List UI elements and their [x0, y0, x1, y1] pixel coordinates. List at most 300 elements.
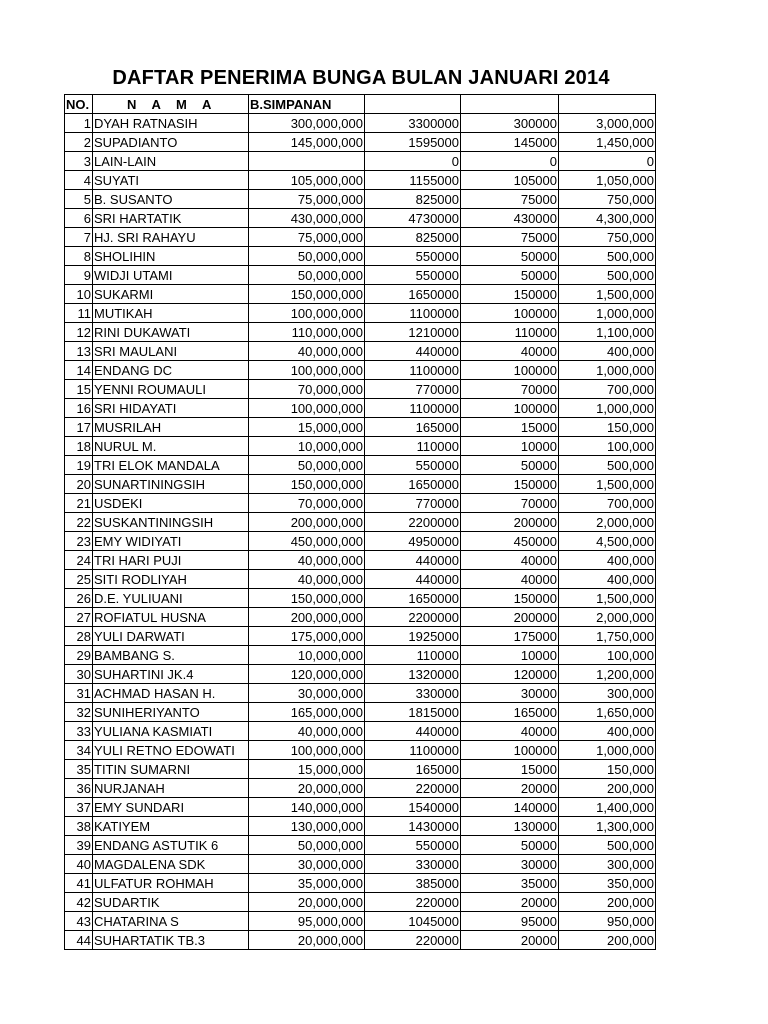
amount-col5: 175000	[461, 627, 559, 646]
header-col6	[559, 95, 656, 114]
amount-col5: 50000	[461, 836, 559, 855]
row-number: 39	[65, 836, 93, 855]
member-name: HJ. SRI RAHAYU	[93, 228, 249, 247]
amount-col5: 110000	[461, 323, 559, 342]
header-simpanan: B.SIMPANAN	[249, 95, 365, 114]
table-row	[65, 836, 656, 855]
table-row	[65, 285, 656, 304]
table-row	[65, 893, 656, 912]
amount-col6: 1,500,000	[559, 589, 656, 608]
amount-col4: 770000	[365, 494, 461, 513]
amount-col4: 1100000	[365, 399, 461, 418]
member-name: SRI HARTATIK	[93, 209, 249, 228]
amount-col5: 130000	[461, 817, 559, 836]
table-row	[65, 703, 656, 722]
amount-col6: 4,500,000	[559, 532, 656, 551]
table-row	[65, 931, 656, 950]
row-number: 4	[65, 171, 93, 190]
amount-col5: 75000	[461, 190, 559, 209]
amount-col6: 1,450,000	[559, 133, 656, 152]
amount-col6: 350,000	[559, 874, 656, 893]
amount-col5: 430000	[461, 209, 559, 228]
table-body	[65, 114, 656, 950]
amount-col5: 165000	[461, 703, 559, 722]
amount-col4: 1430000	[365, 817, 461, 836]
savings-balance: 35,000,000	[249, 874, 365, 893]
table-row	[65, 266, 656, 285]
member-name: TRI ELOK MANDALA	[93, 456, 249, 475]
amount-col6: 500,000	[559, 247, 656, 266]
amount-col4: 2200000	[365, 513, 461, 532]
amount-col6: 100,000	[559, 646, 656, 665]
table-header-row	[65, 95, 656, 114]
amount-col5: 0	[461, 152, 559, 171]
amount-col5: 100000	[461, 741, 559, 760]
row-number: 34	[65, 741, 93, 760]
table-row	[65, 190, 656, 209]
savings-balance: 50,000,000	[249, 836, 365, 855]
row-number: 10	[65, 285, 93, 304]
savings-balance: 20,000,000	[249, 931, 365, 950]
table-row	[65, 551, 656, 570]
member-name: KATIYEM	[93, 817, 249, 836]
amount-col5: 20000	[461, 931, 559, 950]
amount-col4: 330000	[365, 855, 461, 874]
table-row	[65, 589, 656, 608]
amount-col6: 1,000,000	[559, 741, 656, 760]
row-number: 24	[65, 551, 93, 570]
amount-col4: 550000	[365, 836, 461, 855]
amount-col6: 1,000,000	[559, 304, 656, 323]
member-name: RINI DUKAWATI	[93, 323, 249, 342]
amount-col5: 30000	[461, 684, 559, 703]
amount-col5: 15000	[461, 760, 559, 779]
savings-balance: 105,000,000	[249, 171, 365, 190]
table-row	[65, 608, 656, 627]
amount-col5: 100000	[461, 304, 559, 323]
amount-col4: 550000	[365, 266, 461, 285]
amount-col6: 400,000	[559, 722, 656, 741]
row-number: 19	[65, 456, 93, 475]
amount-col6: 1,200,000	[559, 665, 656, 684]
table-row	[65, 114, 656, 133]
table-row	[65, 342, 656, 361]
row-number: 28	[65, 627, 93, 646]
savings-balance: 120,000,000	[249, 665, 365, 684]
amount-col6: 400,000	[559, 342, 656, 361]
row-number: 5	[65, 190, 93, 209]
amount-col5: 20000	[461, 779, 559, 798]
table-row	[65, 570, 656, 589]
amount-col5: 95000	[461, 912, 559, 931]
amount-col4: 770000	[365, 380, 461, 399]
amount-col6: 400,000	[559, 570, 656, 589]
member-name: SUDARTIK	[93, 893, 249, 912]
amount-col5: 100000	[461, 361, 559, 380]
savings-balance: 200,000,000	[249, 608, 365, 627]
row-number: 11	[65, 304, 93, 323]
amount-col4: 1320000	[365, 665, 461, 684]
member-name: LAIN-LAIN	[93, 152, 249, 171]
row-number: 44	[65, 931, 93, 950]
row-number: 6	[65, 209, 93, 228]
amount-col6: 700,000	[559, 380, 656, 399]
table-row	[65, 228, 656, 247]
savings-balance: 300,000,000	[249, 114, 365, 133]
table-row	[65, 817, 656, 836]
amount-col5: 145000	[461, 133, 559, 152]
savings-balance: 100,000,000	[249, 304, 365, 323]
row-number: 37	[65, 798, 93, 817]
savings-balance: 150,000,000	[249, 285, 365, 304]
savings-balance: 15,000,000	[249, 418, 365, 437]
row-number: 20	[65, 475, 93, 494]
amount-col4: 0	[365, 152, 461, 171]
row-number: 22	[65, 513, 93, 532]
savings-balance: 100,000,000	[249, 399, 365, 418]
member-name: ROFIATUL HUSNA	[93, 608, 249, 627]
row-number: 8	[65, 247, 93, 266]
amount-col4: 1650000	[365, 589, 461, 608]
amount-col6: 1,100,000	[559, 323, 656, 342]
amount-col4: 1650000	[365, 285, 461, 304]
table-row	[65, 209, 656, 228]
member-name: SUNIHERIYANTO	[93, 703, 249, 722]
amount-col4: 1100000	[365, 741, 461, 760]
savings-balance: 150,000,000	[249, 589, 365, 608]
row-number: 42	[65, 893, 93, 912]
row-number: 17	[65, 418, 93, 437]
amount-col6: 1,500,000	[559, 285, 656, 304]
row-number: 41	[65, 874, 93, 893]
amount-col5: 450000	[461, 532, 559, 551]
table-row	[65, 133, 656, 152]
savings-balance: 110,000,000	[249, 323, 365, 342]
savings-balance: 165,000,000	[249, 703, 365, 722]
table-row	[65, 323, 656, 342]
row-number: 12	[65, 323, 93, 342]
amount-col4: 3300000	[365, 114, 461, 133]
row-number: 38	[65, 817, 93, 836]
table-row	[65, 798, 656, 817]
table-row	[65, 304, 656, 323]
table-row	[65, 684, 656, 703]
savings-balance: 75,000,000	[249, 190, 365, 209]
savings-balance: 50,000,000	[249, 456, 365, 475]
amount-col4: 1100000	[365, 304, 461, 323]
amount-col6: 200,000	[559, 779, 656, 798]
member-name: DYAH RATNASIH	[93, 114, 249, 133]
savings-balance: 40,000,000	[249, 551, 365, 570]
table-row	[65, 513, 656, 532]
amount-col4: 825000	[365, 228, 461, 247]
member-name: SRI HIDAYATI	[93, 399, 249, 418]
savings-balance: 40,000,000	[249, 342, 365, 361]
table-row	[65, 722, 656, 741]
amount-col4: 1540000	[365, 798, 461, 817]
amount-col6: 1,750,000	[559, 627, 656, 646]
table-row	[65, 779, 656, 798]
savings-balance: 200,000,000	[249, 513, 365, 532]
amount-col6: 500,000	[559, 836, 656, 855]
amount-col6: 300,000	[559, 855, 656, 874]
table-row	[65, 380, 656, 399]
amount-col6: 150,000	[559, 418, 656, 437]
member-name: TITIN SUMARNI	[93, 760, 249, 779]
amount-col5: 75000	[461, 228, 559, 247]
savings-balance: 40,000,000	[249, 722, 365, 741]
member-name: ACHMAD HASAN H.	[93, 684, 249, 703]
table-row	[65, 399, 656, 418]
savings-balance: 30,000,000	[249, 855, 365, 874]
member-name: WIDJI UTAMI	[93, 266, 249, 285]
amount-col5: 40000	[461, 551, 559, 570]
savings-balance: 10,000,000	[249, 437, 365, 456]
amount-col6: 700,000	[559, 494, 656, 513]
savings-balance: 140,000,000	[249, 798, 365, 817]
savings-balance: 70,000,000	[249, 380, 365, 399]
member-name: USDEKI	[93, 494, 249, 513]
amount-col6: 1,000,000	[559, 361, 656, 380]
member-name: YULI DARWATI	[93, 627, 249, 646]
amount-col6: 2,000,000	[559, 513, 656, 532]
table-row	[65, 361, 656, 380]
member-name: SHOLIHIN	[93, 247, 249, 266]
amount-col6: 950,000	[559, 912, 656, 931]
savings-balance: 450,000,000	[249, 532, 365, 551]
amount-col5: 150000	[461, 589, 559, 608]
amount-col6: 500,000	[559, 456, 656, 475]
savings-balance: 20,000,000	[249, 779, 365, 798]
row-number: 40	[65, 855, 93, 874]
amount-col4: 1100000	[365, 361, 461, 380]
amount-col5: 40000	[461, 342, 559, 361]
amount-col4: 825000	[365, 190, 461, 209]
amount-col5: 70000	[461, 494, 559, 513]
amount-col5: 140000	[461, 798, 559, 817]
amount-col5: 105000	[461, 171, 559, 190]
amount-col6: 100,000	[559, 437, 656, 456]
savings-balance: 15,000,000	[249, 760, 365, 779]
savings-balance	[249, 152, 365, 171]
member-name: ULFATUR ROHMAH	[93, 874, 249, 893]
amount-col4: 1650000	[365, 475, 461, 494]
amount-col5: 150000	[461, 475, 559, 494]
amount-col4: 1210000	[365, 323, 461, 342]
amount-col6: 200,000	[559, 931, 656, 950]
member-name: MAGDALENA SDK	[93, 855, 249, 874]
table-row	[65, 665, 656, 684]
row-number: 35	[65, 760, 93, 779]
amount-col6: 750,000	[559, 228, 656, 247]
savings-balance: 100,000,000	[249, 741, 365, 760]
amount-col5: 40000	[461, 570, 559, 589]
member-name: ENDANG ASTUTIK 6	[93, 836, 249, 855]
amount-col5: 50000	[461, 456, 559, 475]
savings-balance: 50,000,000	[249, 247, 365, 266]
row-number: 30	[65, 665, 93, 684]
savings-balance: 30,000,000	[249, 684, 365, 703]
table-row	[65, 855, 656, 874]
amount-col6: 1,050,000	[559, 171, 656, 190]
member-name: TRI HARI PUJI	[93, 551, 249, 570]
member-name: BAMBANG S.	[93, 646, 249, 665]
member-name: EMY WIDIYATI	[93, 532, 249, 551]
table-row	[65, 912, 656, 931]
member-name: B. SUSANTO	[93, 190, 249, 209]
savings-balance: 20,000,000	[249, 893, 365, 912]
table-row	[65, 152, 656, 171]
table-row	[65, 247, 656, 266]
amount-col6: 150,000	[559, 760, 656, 779]
amount-col5: 70000	[461, 380, 559, 399]
amount-col4: 220000	[365, 893, 461, 912]
row-number: 26	[65, 589, 93, 608]
amount-col4: 110000	[365, 646, 461, 665]
interest-recipients-table	[64, 94, 656, 950]
amount-col6: 1,650,000	[559, 703, 656, 722]
amount-col5: 150000	[461, 285, 559, 304]
savings-balance: 50,000,000	[249, 266, 365, 285]
amount-col5: 10000	[461, 437, 559, 456]
amount-col4: 550000	[365, 456, 461, 475]
amount-col6: 3,000,000	[559, 114, 656, 133]
row-number: 31	[65, 684, 93, 703]
amount-col4: 4950000	[365, 532, 461, 551]
row-number: 23	[65, 532, 93, 551]
table-row	[65, 437, 656, 456]
member-name: SUHARTINI JK.4	[93, 665, 249, 684]
table-row	[65, 171, 656, 190]
amount-col4: 550000	[365, 247, 461, 266]
amount-col4: 440000	[365, 342, 461, 361]
amount-col5: 120000	[461, 665, 559, 684]
member-name: CHATARINA S	[93, 912, 249, 931]
row-number: 25	[65, 570, 93, 589]
row-number: 32	[65, 703, 93, 722]
savings-balance: 175,000,000	[249, 627, 365, 646]
member-name: SUKARMI	[93, 285, 249, 304]
amount-col5: 20000	[461, 893, 559, 912]
amount-col6: 2,000,000	[559, 608, 656, 627]
amount-col5: 35000	[461, 874, 559, 893]
row-number: 9	[65, 266, 93, 285]
row-number: 36	[65, 779, 93, 798]
savings-balance: 150,000,000	[249, 475, 365, 494]
header-nama: N A M A	[93, 95, 249, 114]
member-name: SRI MAULANI	[93, 342, 249, 361]
member-name: SUSKANTININGSIH	[93, 513, 249, 532]
savings-balance: 100,000,000	[249, 361, 365, 380]
row-number: 29	[65, 646, 93, 665]
savings-balance: 95,000,000	[249, 912, 365, 931]
amount-col6: 200,000	[559, 893, 656, 912]
amount-col4: 220000	[365, 931, 461, 950]
amount-col4: 1595000	[365, 133, 461, 152]
table-row	[65, 475, 656, 494]
amount-col5: 200000	[461, 513, 559, 532]
amount-col4: 220000	[365, 779, 461, 798]
amount-col4: 440000	[365, 551, 461, 570]
amount-col4: 1815000	[365, 703, 461, 722]
amount-col6: 1,400,000	[559, 798, 656, 817]
member-name: SUNARTININGSIH	[93, 475, 249, 494]
amount-col6: 1,000,000	[559, 399, 656, 418]
savings-balance: 10,000,000	[249, 646, 365, 665]
row-number: 7	[65, 228, 93, 247]
amount-col4: 1045000	[365, 912, 461, 931]
table-row	[65, 532, 656, 551]
table-row	[65, 456, 656, 475]
amount-col4: 165000	[365, 760, 461, 779]
row-number: 1	[65, 114, 93, 133]
row-number: 15	[65, 380, 93, 399]
amount-col4: 385000	[365, 874, 461, 893]
amount-col5: 300000	[461, 114, 559, 133]
member-name: SUPADIANTO	[93, 133, 249, 152]
row-number: 13	[65, 342, 93, 361]
header-col5	[461, 95, 559, 114]
member-name: YENNI ROUMAULI	[93, 380, 249, 399]
row-number: 2	[65, 133, 93, 152]
amount-col5: 100000	[461, 399, 559, 418]
savings-balance: 130,000,000	[249, 817, 365, 836]
amount-col6: 750,000	[559, 190, 656, 209]
row-number: 16	[65, 399, 93, 418]
member-name: YULIANA KASMIATI	[93, 722, 249, 741]
member-name: SITI RODLIYAH	[93, 570, 249, 589]
amount-col5: 30000	[461, 855, 559, 874]
amount-col4: 330000	[365, 684, 461, 703]
amount-col5: 15000	[461, 418, 559, 437]
row-number: 3	[65, 152, 93, 171]
amount-col5: 50000	[461, 247, 559, 266]
table-row	[65, 494, 656, 513]
savings-balance: 75,000,000	[249, 228, 365, 247]
amount-col6: 1,500,000	[559, 475, 656, 494]
table-row	[65, 760, 656, 779]
member-name: SUHARTATIK TB.3	[93, 931, 249, 950]
page-title: DAFTAR PENERIMA BUNGA BULAN JANUARI 2014	[112, 67, 610, 89]
table-row	[65, 627, 656, 646]
amount-col4: 165000	[365, 418, 461, 437]
amount-col6: 0	[559, 152, 656, 171]
amount-col4: 1155000	[365, 171, 461, 190]
amount-col5: 40000	[461, 722, 559, 741]
row-number: 21	[65, 494, 93, 513]
row-number: 14	[65, 361, 93, 380]
member-name: MUTIKAH	[93, 304, 249, 323]
savings-balance: 40,000,000	[249, 570, 365, 589]
member-name: ENDANG DC	[93, 361, 249, 380]
header-no: NO.	[65, 95, 93, 114]
header-col4	[365, 95, 461, 114]
amount-col6: 300,000	[559, 684, 656, 703]
table-row	[65, 646, 656, 665]
amount-col4: 110000	[365, 437, 461, 456]
amount-col4: 440000	[365, 570, 461, 589]
member-name: EMY SUNDARI	[93, 798, 249, 817]
row-number: 43	[65, 912, 93, 931]
row-number: 18	[65, 437, 93, 456]
savings-balance: 70,000,000	[249, 494, 365, 513]
member-name: YULI RETNO EDOWATI	[93, 741, 249, 760]
amount-col6: 400,000	[559, 551, 656, 570]
member-name: D.E. YULIUANI	[93, 589, 249, 608]
amount-col6: 1,300,000	[559, 817, 656, 836]
member-name: NURJANAH	[93, 779, 249, 798]
table-row	[65, 741, 656, 760]
